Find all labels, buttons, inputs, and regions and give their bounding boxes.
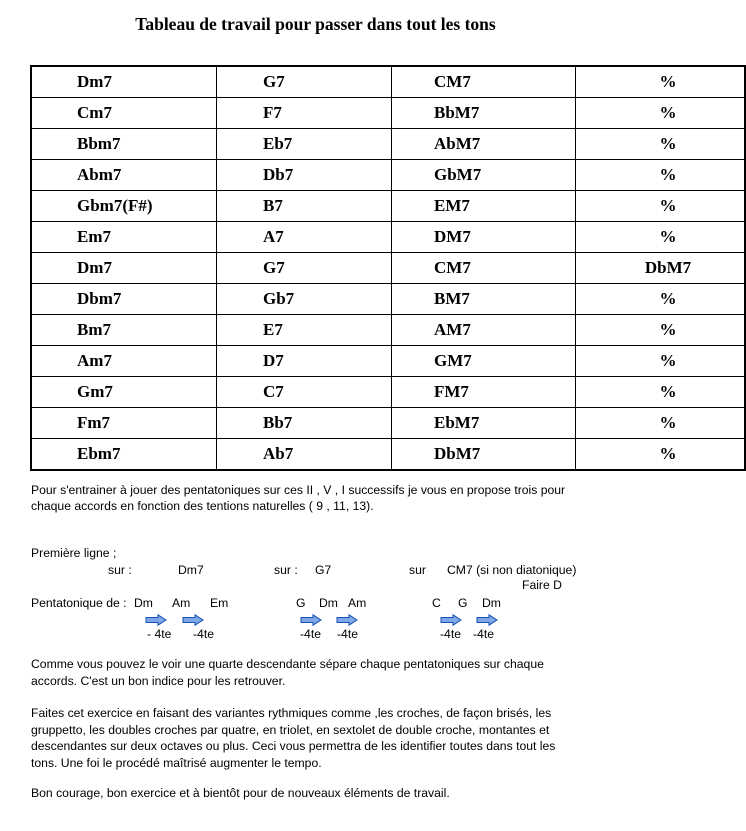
- table-cell: D7: [217, 346, 392, 377]
- pentatonic-3-b: G: [458, 596, 468, 610]
- chord-cm7: CM7 (si non diatonique): [447, 563, 577, 577]
- paragraph-exercise-line-3: descendantes sur deux octaves ou plus. Ceci vous permettra de les identifier toutes dans tout les: [31, 739, 556, 753]
- table-cell: Bb7: [217, 408, 392, 439]
- table-row: [31, 129, 745, 160]
- pentatonic-1-b: Am: [172, 596, 191, 610]
- interval-1-a: - 4te: [147, 627, 172, 641]
- table-row: [31, 377, 745, 408]
- arrow-right-icon: [145, 614, 167, 626]
- pentatonic-3-a: C: [432, 596, 441, 610]
- pentatonic-2-b: Dm: [319, 596, 338, 610]
- table-cell: %: [576, 98, 746, 129]
- table-cell: Gb7: [217, 284, 392, 315]
- table-cell: Dm7: [31, 253, 217, 284]
- arrow-right-icon: [182, 614, 204, 626]
- table-cell: %: [576, 346, 746, 377]
- table-cell: Abm7: [31, 160, 217, 191]
- table-cell: GM7: [392, 346, 576, 377]
- table-cell: EbM7: [392, 408, 576, 439]
- table-cell: CM7: [392, 253, 576, 284]
- chord-g7: G7: [315, 563, 332, 577]
- table-cell: AM7: [392, 315, 576, 346]
- table-cell: Gbm7(F#): [31, 191, 217, 222]
- table-cell: BM7: [392, 284, 576, 315]
- example-heading: Première ligne ;: [31, 546, 117, 560]
- table-cell: Ab7: [217, 439, 392, 471]
- paragraph-quarte-line-1: Comme vous pouvez le voir une quarte descendante sépare chaque pentatoniques sur chaque: [31, 657, 544, 671]
- pentatonic-label: Pentatonique de :: [31, 596, 127, 610]
- table-cell: EM7: [392, 191, 576, 222]
- table-cell: Cm7: [31, 98, 217, 129]
- paragraph-exercise: [31, 705, 591, 771]
- table-cell: %: [576, 160, 746, 191]
- table-cell: %: [576, 439, 746, 471]
- paragraph-quarte-line-2: accords. C'est un bon indice pour les retrouver.: [31, 673, 286, 688]
- table-cell: A7: [217, 222, 392, 253]
- interval-2-b: -4te: [337, 627, 359, 641]
- table-cell: DbM7: [576, 253, 746, 284]
- table-row: [31, 253, 745, 284]
- table-cell: Ebm7: [31, 439, 217, 471]
- table-cell: Fm7: [31, 408, 217, 439]
- arrow-right-icon: [440, 614, 462, 626]
- table-row: [31, 439, 745, 471]
- interval-1-b: -4te: [193, 627, 215, 641]
- table-cell: DbM7: [392, 439, 576, 471]
- intro-line-2: chaque accords en fonction des tentions naturelles ( 9 , 11, 13).: [31, 499, 374, 513]
- table-cell: Em7: [31, 222, 217, 253]
- table-cell: C7: [217, 377, 392, 408]
- table-row: [31, 346, 745, 377]
- table-cell: CM7: [392, 66, 576, 98]
- table-row: [31, 284, 745, 315]
- table-cell: %: [576, 408, 746, 439]
- table-cell: %: [576, 315, 746, 346]
- table-row: [31, 315, 745, 346]
- table-cell: %: [576, 191, 746, 222]
- arrow-right-icon: [336, 614, 358, 626]
- sur-label-3: sur: [409, 563, 426, 577]
- table-cell: G7: [217, 66, 392, 98]
- table-cell: G7: [217, 253, 392, 284]
- table-cell: AbM7: [392, 129, 576, 160]
- table-cell: B7: [217, 191, 392, 222]
- table-cell: FM7: [392, 377, 576, 408]
- pentatonic-2-a: G: [296, 596, 306, 610]
- faire-note: Faire D: [522, 578, 562, 592]
- table-cell: BbM7: [392, 98, 576, 129]
- table-row: [31, 408, 745, 439]
- table-row: [31, 66, 745, 98]
- paragraph-exercise-line-1: Faites cet exercice en faisant des variantes rythmiques comme ,les croches, de façon brisés, les: [31, 706, 552, 720]
- table-cell: F7: [217, 98, 392, 129]
- intro-line-1: Pour s'entrainer à jouer des pentatoniques sur ces II , V , I successifs je vous en propose trois pour: [31, 483, 566, 497]
- pentatonic-1-a: Dm: [134, 596, 153, 610]
- table-cell: %: [576, 129, 746, 160]
- table-cell: Eb7: [217, 129, 392, 160]
- table-row: [31, 191, 745, 222]
- paragraph-exercise-line-2: gruppetto, les doubles croches par quatre, en triolet, en sextolet de double croche, montantes et: [31, 722, 550, 737]
- pentatonic-3-c: Dm: [482, 596, 501, 610]
- table-row: [31, 222, 745, 253]
- chord-table: [30, 65, 746, 471]
- table-row: [31, 160, 745, 191]
- sur-label-1: sur :: [108, 563, 132, 577]
- closing-text: Bon courage, bon exercice et à bientôt pour de nouveaux éléments de travail.: [31, 786, 450, 800]
- table-cell: Dm7: [31, 66, 217, 98]
- pentatonic-1-c: Em: [210, 596, 229, 610]
- table-cell: DM7: [392, 222, 576, 253]
- table-cell: Gm7: [31, 377, 217, 408]
- table-cell: %: [576, 222, 746, 253]
- table-cell: Db7: [217, 160, 392, 191]
- table-cell: %: [576, 284, 746, 315]
- paragraph-quarte: [31, 656, 591, 689]
- table-cell: GbM7: [392, 160, 576, 191]
- table-cell: E7: [217, 315, 392, 346]
- paragraph-exercise-line-4: tons. Une foi le procédé maîtrisé augmenter le tempo.: [31, 755, 322, 770]
- table-cell: Dbm7: [31, 284, 217, 315]
- page-title: Tableau de travail pour passer dans tout les tons: [135, 14, 496, 34]
- chord-table-body: [31, 66, 745, 470]
- table-cell: %: [576, 66, 746, 98]
- arrow-right-icon: [476, 614, 498, 626]
- interval-3-b: -4te: [473, 627, 495, 641]
- pentatonic-2-c: Am: [348, 596, 367, 610]
- interval-2-a: -4te: [300, 627, 322, 641]
- table-cell: Am7: [31, 346, 217, 377]
- interval-3-a: -4te: [440, 627, 462, 641]
- sur-label-2: sur :: [274, 563, 298, 577]
- table-cell: %: [576, 377, 746, 408]
- table-row: [31, 98, 745, 129]
- chord-dm7: Dm7: [178, 563, 204, 577]
- table-cell: Bbm7: [31, 129, 217, 160]
- table-cell: Bm7: [31, 315, 217, 346]
- arrow-right-icon: [300, 614, 322, 626]
